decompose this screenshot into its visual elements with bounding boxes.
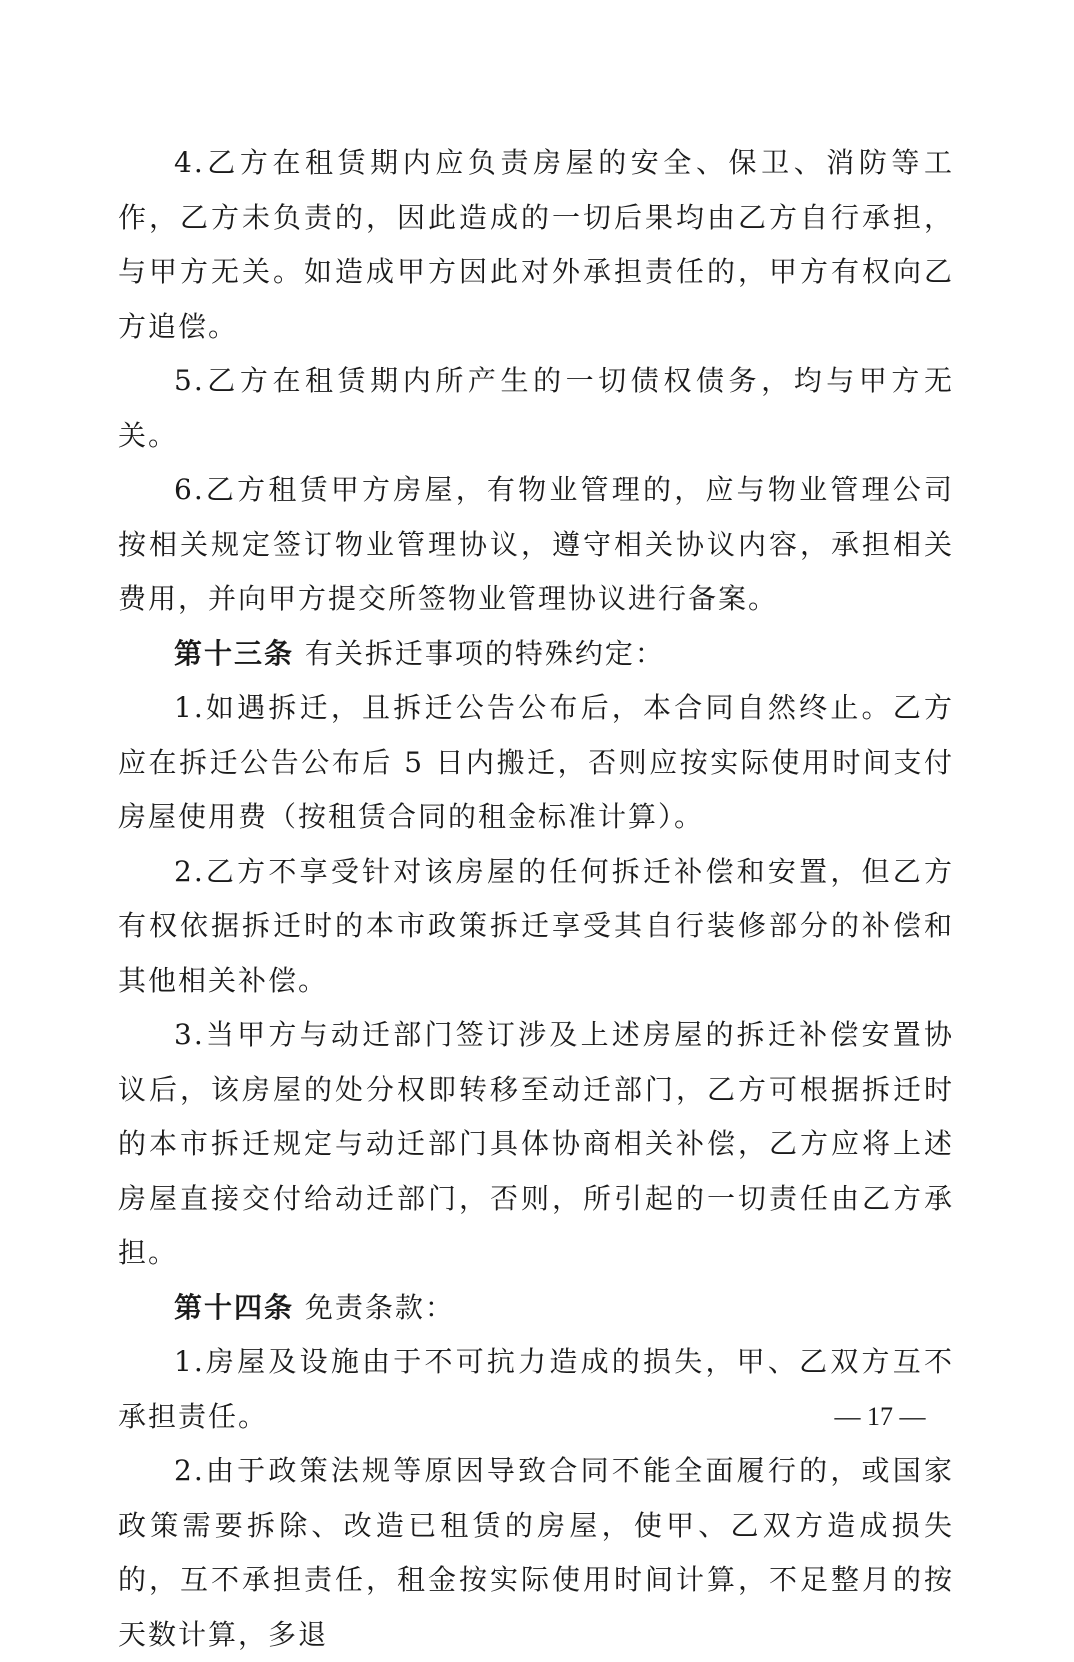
paragraph-art14-2 <box>118 1444 954 1662</box>
paragraph-text: 1.房屋及设施由于不可抗力造成的损失，甲、乙双方互不承担责任。 <box>118 1345 954 1433</box>
paragraph-clause-6 <box>118 463 954 627</box>
paragraph-clause-5 <box>118 354 954 463</box>
paragraph-text: 2.由于政策法规等原因导致合同不能全面履行的，或国家政策需要拆除、改造已租赁的房屋，使甲、乙双方造成损失的，互不承担责任，租金按实际使用时间计算，不足整月的按天数计算，多退 <box>118 1454 954 1651</box>
article-number: 第十三条 <box>174 636 295 670</box>
paragraph-art13-1 <box>118 681 954 845</box>
paragraph-text: 1.如遇拆迁，且拆迁公告公布后，本合同自然终止。乙方应在拆迁公告公布后 5 日内搬迁，否则应按实际使用时间支付房屋使用费（按租赁合同的租金标准计算）。 <box>118 691 954 833</box>
article-14-heading <box>118 1281 954 1336</box>
paragraph-text: 5.乙方在租赁期内所产生的一切债权债务，均与甲方无关。 <box>118 364 954 452</box>
article-title: 免责条款： <box>294 1290 455 1324</box>
paragraph-text: 3.当甲方与动迁部门签订涉及上述房屋的拆迁补偿安置协议后，该房屋的处分权即转移至动迁部门，乙方可根据拆迁时的本市拆迁规定与动迁部门具体协商相关补偿，乙方应将上述房屋直接交付给动迁部门，否则，所引起的一切责任由乙方承担。 <box>118 1018 954 1269</box>
page-number: — 17 — <box>834 1402 926 1431</box>
paragraph-text: 2.乙方不享受针对该房屋的任何拆迁补偿和安置，但乙方有权依据拆迁时的本市政策拆迁享受其自行装修部分的补偿和其他相关补偿。 <box>118 854 954 997</box>
article-number: 第十四条 <box>174 1290 295 1324</box>
article-13-heading <box>118 627 954 682</box>
paragraph-text: 6.乙方租赁甲方房屋，有物业管理的，应与物业管理公司按相关规定签订物业管理协议，遵守相关协议内容，承担相关费用，并向甲方提交所签物业管理协议进行备案。 <box>118 473 954 615</box>
paragraph-text: 4.乙方在租赁期内应负责房屋的安全、保卫、消防等工作，乙方未负责的，因此造成的一切后果均由乙方自行承担，与甲方无关。如造成甲方因此对外承担责任的，甲方有权向乙方追偿。 <box>118 146 954 343</box>
article-title: 有关拆迁事项的特殊约定： <box>294 636 665 670</box>
paragraph-art13-3 <box>118 1008 954 1281</box>
document-body <box>118 136 954 1662</box>
paragraph-art13-2 <box>118 845 954 1009</box>
paragraph-clause-4 <box>118 136 954 354</box>
